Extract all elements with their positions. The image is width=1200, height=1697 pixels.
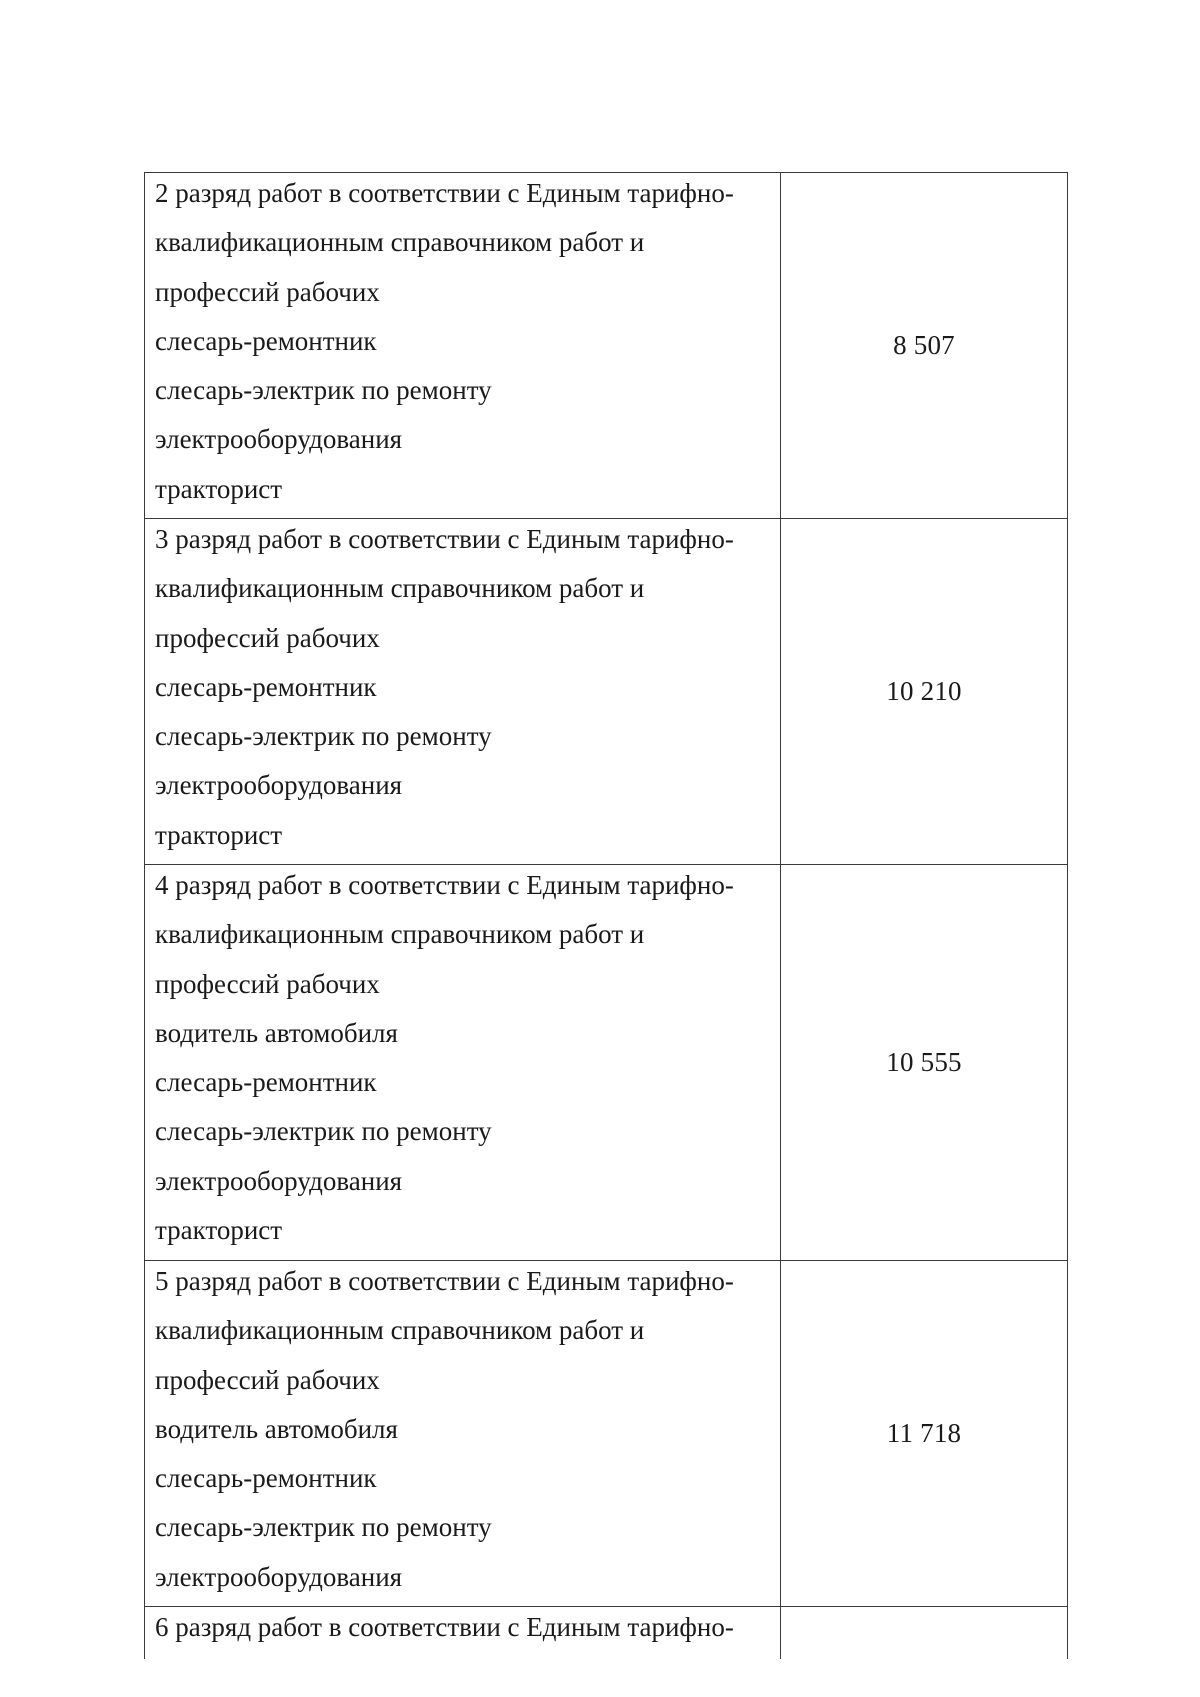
table-row bbox=[145, 519, 1067, 865]
salary-table bbox=[144, 172, 1068, 1659]
description-line: слесарь-электрик по ремонту bbox=[155, 375, 492, 406]
grade-description-cell bbox=[145, 865, 781, 1260]
table-row bbox=[145, 1261, 1067, 1607]
salary-value: 11 718 bbox=[886, 1418, 962, 1448]
grade-description-cell bbox=[145, 519, 781, 864]
description-line: тракторист bbox=[155, 1215, 283, 1246]
description-line: электрооборудования bbox=[155, 1561, 403, 1592]
table-row bbox=[145, 865, 1067, 1261]
description-line: слесарь-ремонтник bbox=[155, 1067, 377, 1098]
description-line: тракторист bbox=[155, 819, 283, 850]
salary-value-cell bbox=[781, 519, 1067, 864]
grade-description-cell bbox=[145, 1261, 781, 1606]
description-line: 6 разряд работ в соответствии с Единым тарифно- bbox=[155, 1612, 734, 1642]
description-line: слесарь-электрик по ремонту bbox=[155, 1116, 492, 1147]
grade-description-cell bbox=[145, 1607, 781, 1659]
salary-value: 10 555 bbox=[886, 1047, 962, 1077]
description-line: водитель автомобиля bbox=[155, 1413, 398, 1444]
description-line: электрооборудования bbox=[155, 1165, 403, 1196]
description-line: слесарь-электрик по ремонту bbox=[155, 1512, 492, 1543]
description-line: 2 разряд работ в соответствии с Единым тарифно- bbox=[155, 178, 734, 208]
salary-value-cell bbox=[781, 173, 1067, 518]
description-line: профессий рабочих bbox=[155, 1364, 380, 1395]
salary-value-cell bbox=[781, 1607, 1067, 1659]
description-line: электрооборудования bbox=[155, 770, 403, 801]
description-line: квалификационным справочником работ и bbox=[155, 573, 645, 604]
description-line: профессий рабочих bbox=[155, 276, 380, 307]
description-line: квалификационным справочником работ и bbox=[155, 1315, 645, 1346]
description-line: профессий рабочих bbox=[155, 622, 380, 653]
description-line: водитель автомобиля bbox=[155, 1017, 398, 1048]
salary-value: 8 507 bbox=[893, 330, 955, 360]
description-line: 5 разряд работ в соответствии с Единым тарифно- bbox=[155, 1266, 734, 1296]
description-line: квалификационным справочником работ и bbox=[155, 919, 645, 950]
description-line: квалификационным справочником работ и bbox=[155, 227, 645, 258]
description-line: слесарь-электрик по ремонту bbox=[155, 721, 492, 752]
description-line: 4 разряд работ в соответствии с Единым тарифно- bbox=[155, 870, 734, 900]
description-line: электрооборудования bbox=[155, 424, 403, 455]
table-row bbox=[145, 173, 1067, 519]
description-line: слесарь-ремонтник bbox=[155, 1463, 377, 1494]
table-row bbox=[145, 1607, 1067, 1659]
description-line: профессий рабочих bbox=[155, 968, 380, 999]
description-line: тракторист bbox=[155, 473, 283, 504]
description-line: слесарь-ремонтник bbox=[155, 325, 377, 356]
salary-value-cell bbox=[781, 1261, 1067, 1606]
description-line: слесарь-ремонтник bbox=[155, 671, 377, 702]
salary-value-cell bbox=[781, 865, 1067, 1260]
grade-description-cell bbox=[145, 173, 781, 518]
description-line: 3 разряд работ в соответствии с Единым тарифно- bbox=[155, 524, 734, 554]
salary-value: 10 210 bbox=[886, 676, 962, 706]
